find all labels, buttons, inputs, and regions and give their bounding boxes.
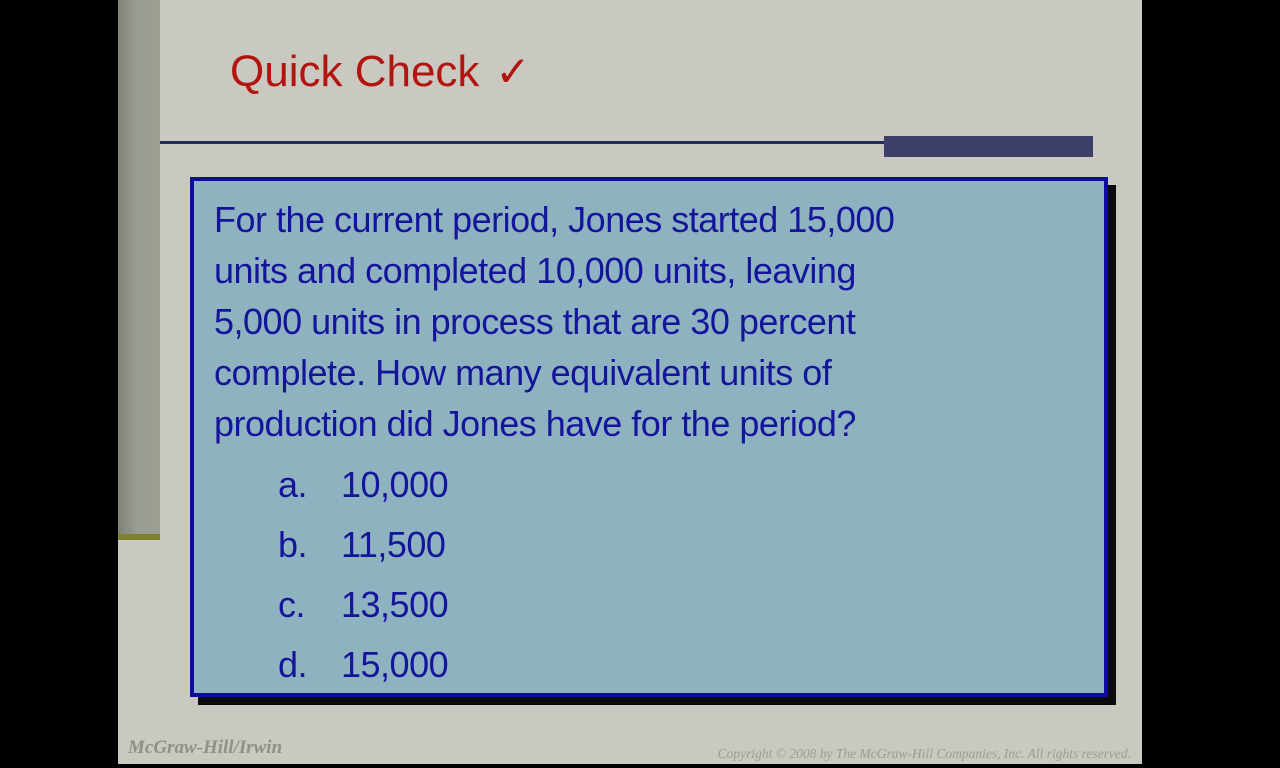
- option-value: 10,000: [341, 464, 449, 505]
- slide-canvas: [118, 0, 1142, 764]
- page-title: [230, 48, 531, 96]
- question-box: [190, 177, 1108, 697]
- question-line: units and completed 10,000 units, leaving: [214, 250, 856, 291]
- option-letter: c.: [278, 584, 306, 625]
- option-letter: a.: [278, 464, 308, 505]
- question-line: production did Jones have for the period?: [214, 403, 856, 444]
- question-text: [194, 181, 1104, 449]
- option-letter: d.: [278, 644, 308, 685]
- answer-option-a: [278, 455, 1104, 515]
- question-line: complete. How many equivalent units of: [214, 352, 832, 393]
- checkmark-icon: ✓: [495, 48, 531, 95]
- option-value: 13,500: [341, 584, 449, 625]
- answer-option-d: [278, 635, 1104, 695]
- option-value: 15,000: [341, 644, 449, 685]
- accent-bar: [884, 136, 1093, 157]
- left-accent-strip: [118, 0, 160, 540]
- question-line: For the current period, Jones started 15,000: [214, 199, 895, 240]
- option-value: 11,500: [341, 524, 446, 565]
- copyright-notice: Copyright © 2008 by The McGraw-Hill Companies, Inc. All rights reserved.: [717, 746, 1131, 761]
- publisher-brand: McGraw-Hill/Irwin: [128, 737, 283, 758]
- question-line: 5,000 units in process that are 30 percent: [214, 301, 856, 342]
- answer-option-b: [278, 515, 1104, 575]
- page-title-text: Quick Check: [230, 47, 480, 96]
- option-letter: b.: [278, 524, 308, 565]
- answer-options: [278, 455, 1104, 695]
- answer-option-c: [278, 575, 1104, 635]
